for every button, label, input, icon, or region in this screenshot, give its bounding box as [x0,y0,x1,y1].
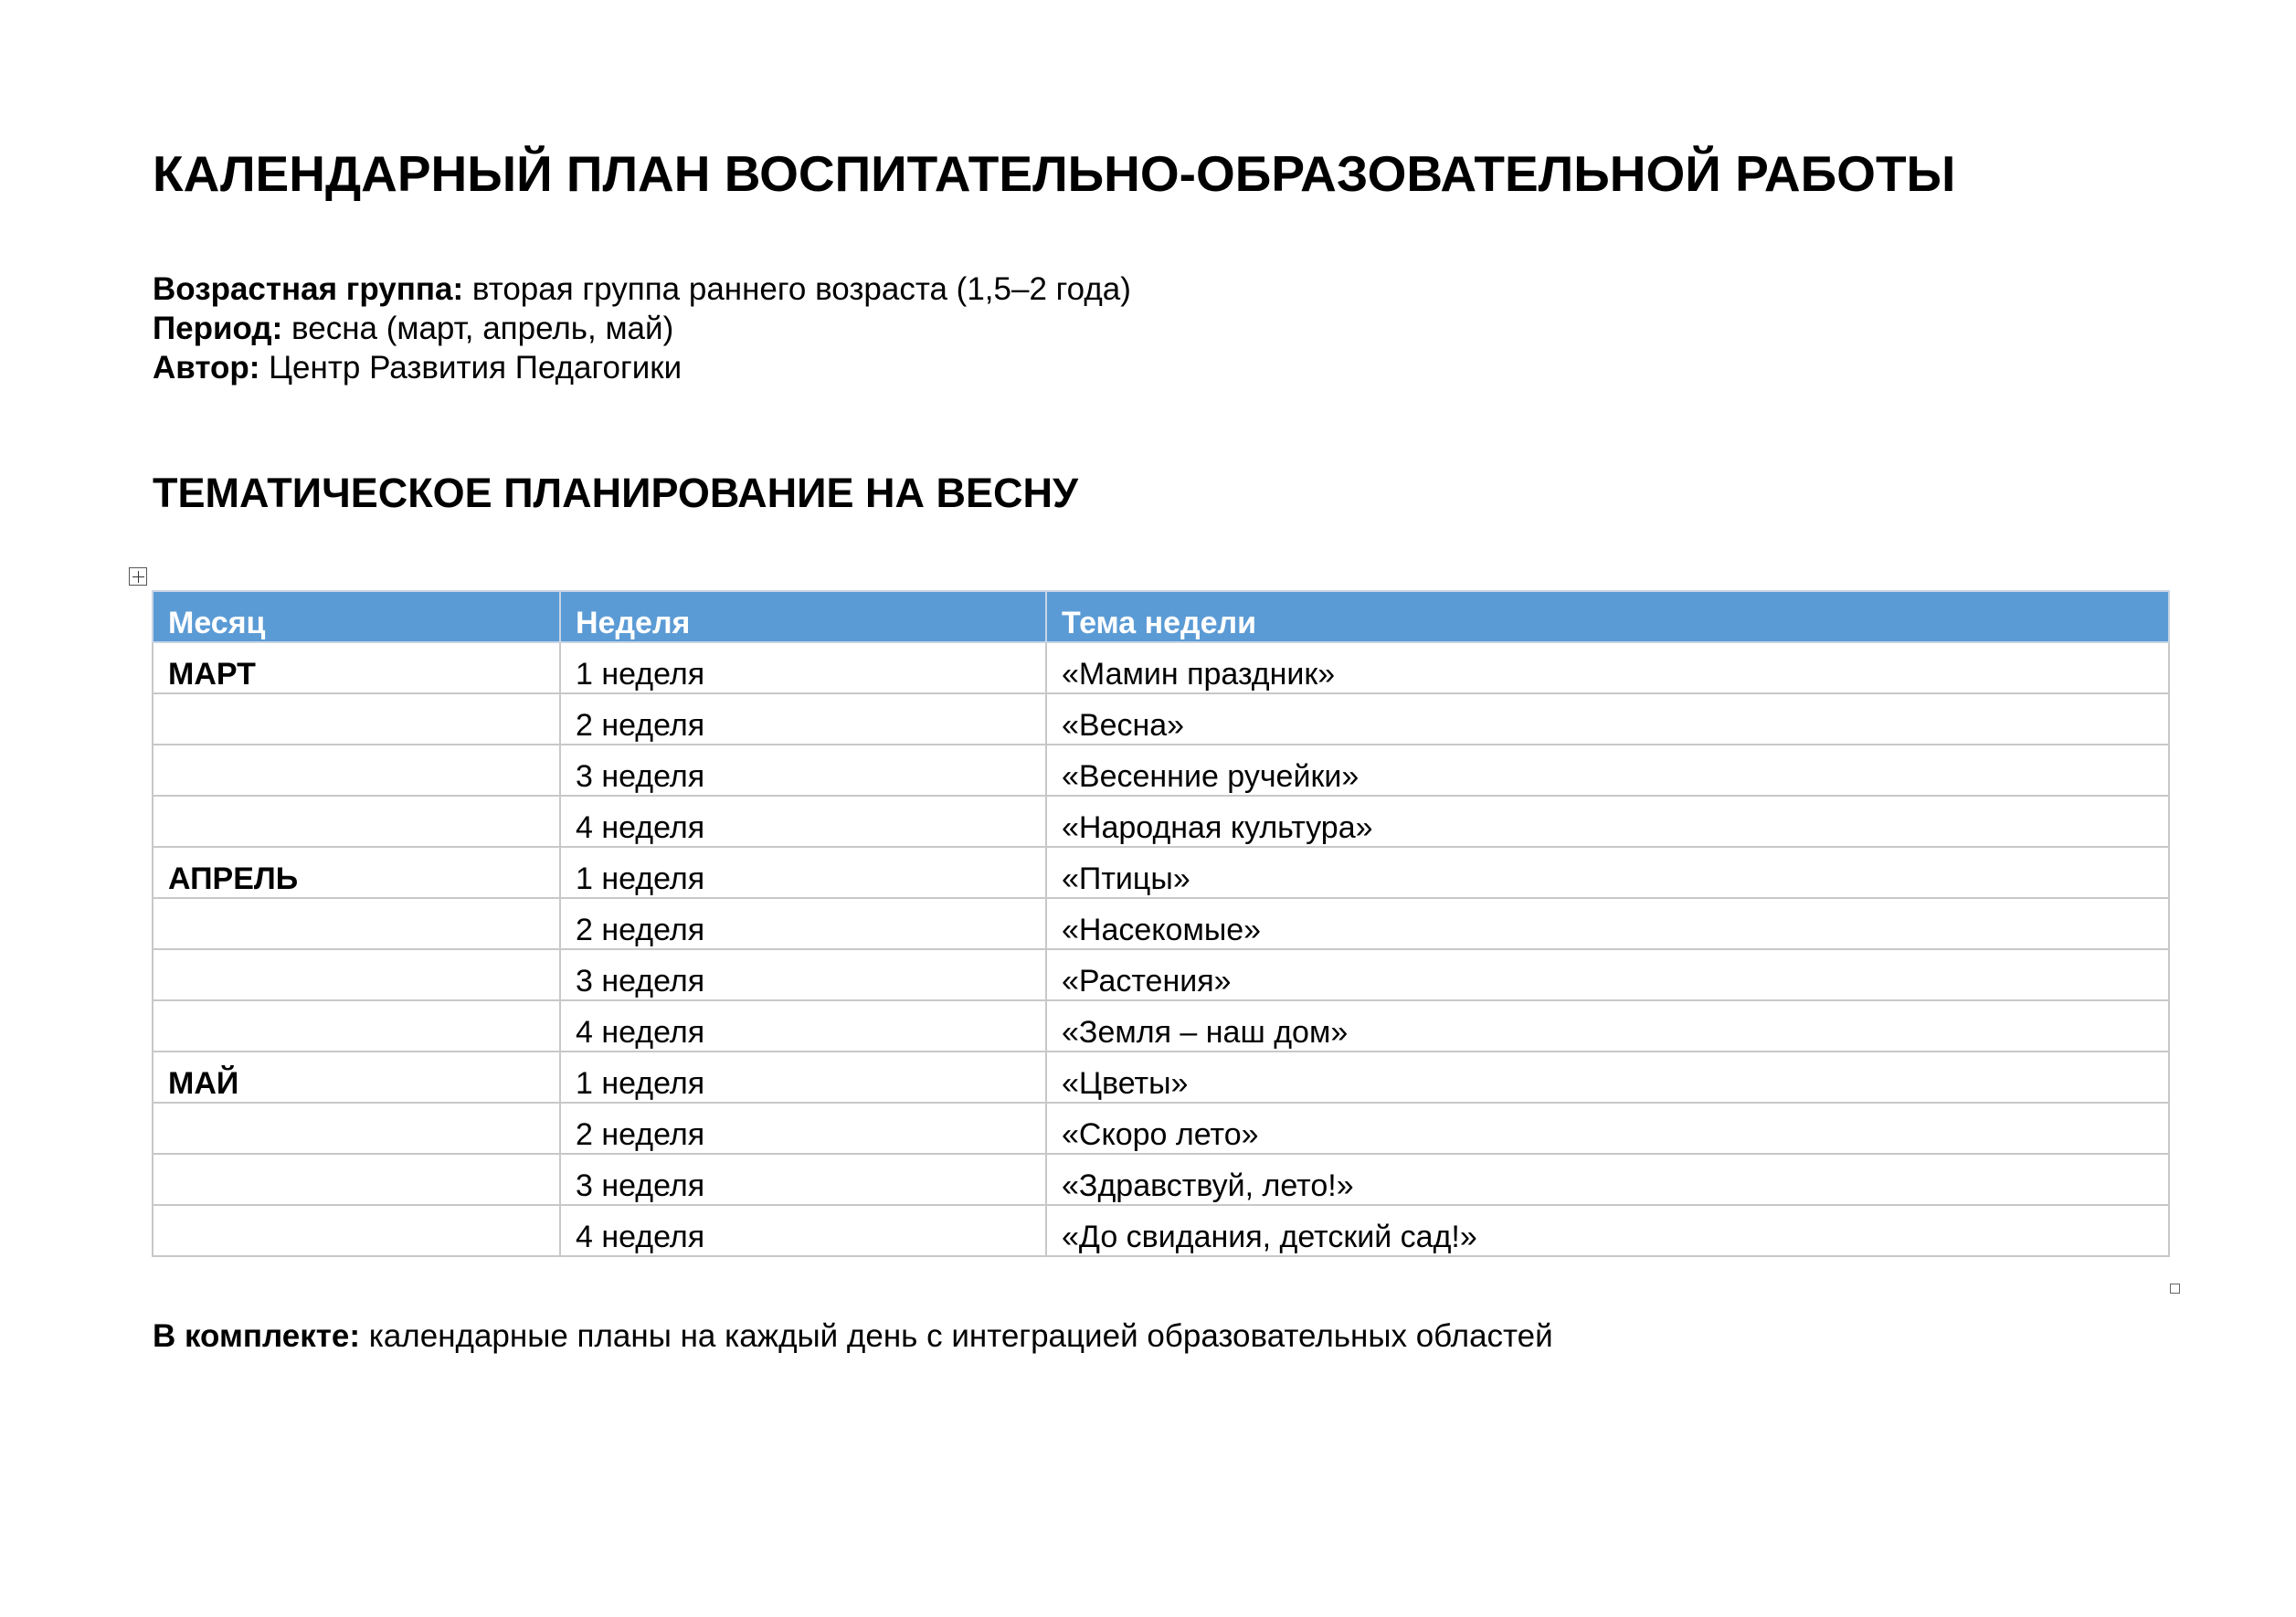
table-row [153,1205,2169,1256]
month-cell [153,796,560,847]
week-cell: 3 неделя [560,1154,1046,1205]
month-cell: МАРТ [153,642,560,693]
theme-cell: «Народная культура» [1046,796,2169,847]
week-cell: 2 неделя [560,1103,1046,1154]
month-cell [153,693,560,745]
week-cell: 4 неделя [560,1205,1046,1256]
week-cell: 2 неделя [560,898,1046,949]
table-row [153,1000,2169,1052]
theme-cell: «Растения» [1046,949,2169,1000]
theme-cell: «Насекомые» [1046,898,2169,949]
header-theme: Тема недели [1046,591,2169,642]
theme-cell: «Земля – наш дом» [1046,1000,2169,1052]
theme-cell: «Здравствуй, лето!» [1046,1154,2169,1205]
age-group-label: Возрастная группа: [153,271,464,307]
table-move-icon[interactable] [129,567,147,586]
table-header-row [153,591,2169,642]
table-row [153,898,2169,949]
period-line [153,309,1131,348]
table-row [153,642,2169,693]
month-cell [153,949,560,1000]
table-row [153,847,2169,898]
footer-value: календарные планы на каждый день с интеграцией образовательных областей [360,1318,1553,1354]
period-value: весна (март, апрель, май) [282,311,674,346]
section-title: ТЕМАТИЧЕСКОЕ ПЛАНИРОВАНИЕ НА ВЕСНУ [153,470,1078,516]
footer-label: В комплекте: [153,1318,361,1354]
week-cell: 4 неделя [560,796,1046,847]
theme-cell: «Мамин праздник» [1046,642,2169,693]
header-week: Неделя [560,591,1046,642]
month-cell [153,1000,560,1052]
table-row [153,949,2169,1000]
month-cell: АПРЕЛЬ [153,847,560,898]
theme-cell: «Птицы» [1046,847,2169,898]
week-cell: 1 неделя [560,1052,1046,1103]
author-value: Центр Развития Педагогики [259,350,682,386]
month-cell [153,1103,560,1154]
week-cell: 4 неделя [560,1000,1046,1052]
month-cell [153,898,560,949]
month-cell [153,1154,560,1205]
week-cell: 2 неделя [560,693,1046,745]
age-group-value: вторая группа раннего возраста (1,5–2 года) [463,271,1131,307]
document-title: КАЛЕНДАРНЫЙ ПЛАН ВОСПИТАТЕЛЬНО-ОБРАЗОВАТЕЛЬНОЙ РАБОТЫ [153,145,1956,202]
author-line [153,348,1131,387]
theme-cell: «До свидания, детский сад!» [1046,1205,2169,1256]
week-cell: 1 неделя [560,642,1046,693]
week-cell: 3 неделя [560,745,1046,796]
age-group-line [153,270,1131,309]
table-row [153,693,2169,745]
theme-cell: «Цветы» [1046,1052,2169,1103]
footer-note [153,1316,1553,1356]
week-cell: 3 неделя [560,949,1046,1000]
month-cell: МАЙ [153,1052,560,1103]
theme-cell: «Скоро лето» [1046,1103,2169,1154]
header-month: Месяц [153,591,560,642]
theme-cell: «Весна» [1046,693,2169,745]
table-row [153,1154,2169,1205]
table-row [153,745,2169,796]
week-cell: 1 неделя [560,847,1046,898]
plan-table [152,590,2170,1257]
month-cell [153,1205,560,1256]
author-label: Автор: [153,350,260,386]
table-row [153,1052,2169,1103]
month-cell [153,745,560,796]
table-resize-icon[interactable] [2170,1284,2180,1294]
document-meta [153,270,1131,387]
table-row [153,1103,2169,1154]
table-row [153,796,2169,847]
period-label: Период: [153,311,283,346]
theme-cell: «Весенние ручейки» [1046,745,2169,796]
